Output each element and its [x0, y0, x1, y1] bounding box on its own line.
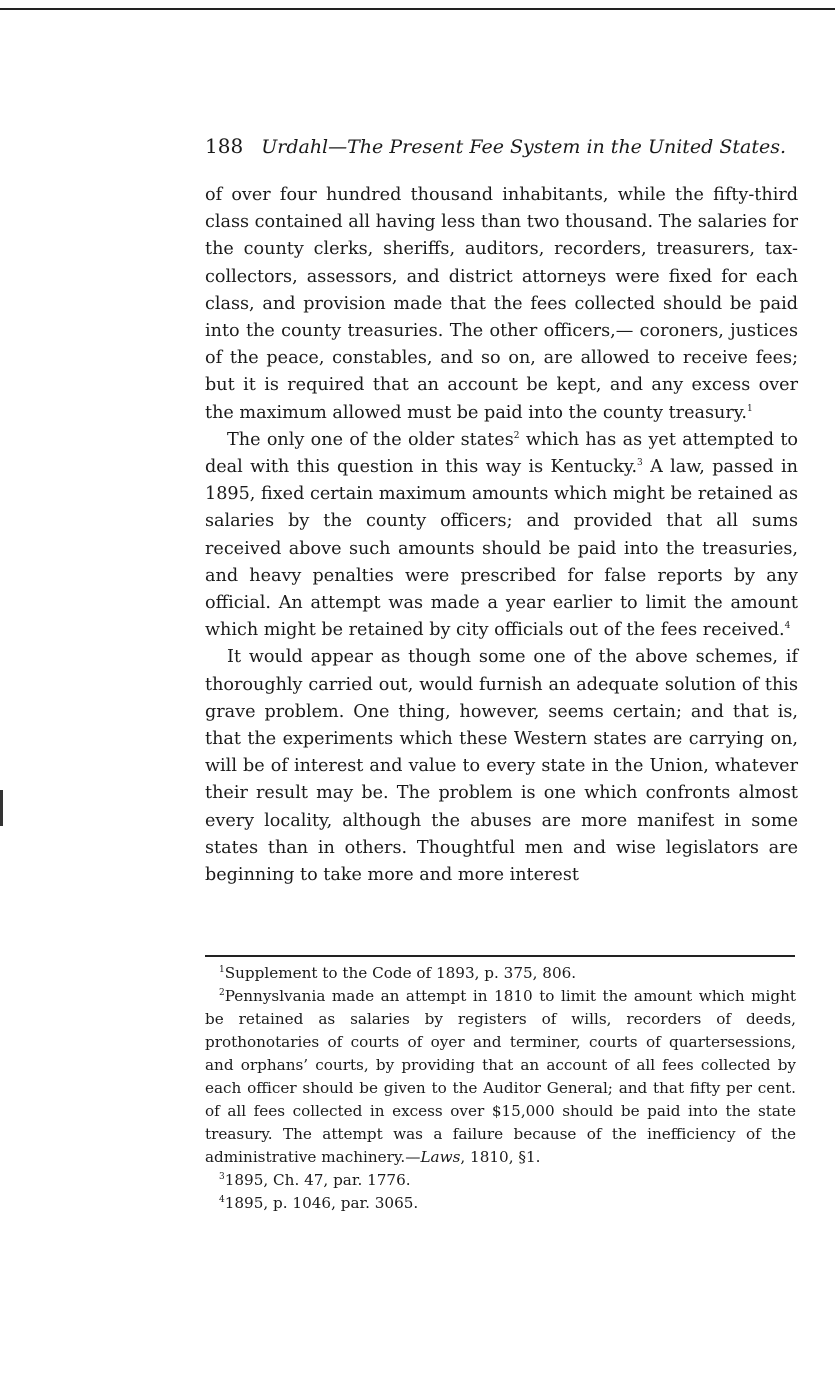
footnotes [205, 962, 796, 1215]
body-text [205, 182, 798, 889]
footnote-4 [205, 1192, 796, 1215]
paragraph-2-text-c: A law, passed in 1895, fixed certain maximum amounts which might be retained as salaries by the county officers; and provided that all sums received above such amounts should be paid into the treasuries, and heavy penalties were prescribed for false reports by any official. An attempt was made a year earlier to limit the amount which might be retained by city officials out of the fees received. [205, 457, 798, 641]
footnote-ref-1: 1 [746, 403, 753, 414]
footnote-text: Supplement to the Code of 1893, p. 375, 806. [224, 964, 577, 982]
paragraph-1-text: of over four hundred thousand inhabitants, while the fifty-third class contained all having less than two thousand. The salaries for the county clerks, sheriffs, auditors, recorders, treasurers, tax-collectors, assessors, and district attorneys were fixed for each class, and provision made that the fees collected should be paid into the county treasuries. The other officers,— coroners, justices of the peace, constables, and so on, are allowed to receive fees; but it is required that an account be kept, and any excess over the maximum allowed must be paid into the county treasury. [205, 185, 798, 423]
footnote-citation: Laws [420, 1148, 461, 1166]
footnote-text: Pennyslvania made an attempt in 1810 to limit the amount which might be retained as salaries by registers of wills, recorders of deeds, prothonotaries of courts of oyer and terminer, courts of quartersessions, and orphans’ courts, by providing that an account of all fees collected by each officer should be given to the Auditor General; and that fifty per cent. of all fees collected in excess over $15,000 should be paid into the state treasury. The attempt was a failure because of the inefficiency of the administrative machinery.— [205, 987, 796, 1166]
paragraph-3-text: It would appear as though some one of the above schemes, if thoroughly carried out, would furnish an adequate solution of this grave problem. One thing, however, seems certain; and that is, that the experiments which these Western states are carrying on, will be of interest and value to every state in the Union, whatever their result may be. The problem is one which confronts almost every locality, although the abuses are more manifest in some states than in others. Thoughtful men and wise legislators are beginning to take more and more interest [205, 647, 798, 886]
footnote-mark: 1 [219, 964, 225, 975]
footnote-citation-end: , 1810, §1. [460, 1148, 541, 1166]
footnote-text: 1895, Ch. 47, par. 1776. [224, 1171, 411, 1189]
paragraph-2-text-a: The only one of the older states [227, 429, 514, 450]
footnote-mark: 2 [219, 987, 225, 998]
running-title: Urdahl—The Present Fee System in the United States. [261, 136, 787, 158]
footnote-ref-2: 2 [513, 430, 520, 441]
paragraph-2-text-b: which has as yet attempted to deal with this question in this way is Kentucky. [205, 429, 798, 478]
footnote-2 [205, 985, 796, 1169]
page-number: 188 [205, 134, 244, 158]
footnote-ref-3: 3 [637, 458, 643, 469]
footnote-text: 1895, p. 1046, par. 3065. [224, 1194, 419, 1212]
paragraph-1 [205, 182, 798, 427]
footnote-mark: 4 [219, 1194, 225, 1205]
footnote-1 [205, 962, 796, 985]
footnote-3 [205, 1169, 796, 1192]
page-header [205, 134, 800, 158]
margin-mark [0, 790, 3, 826]
footnote-ref-4: 4 [784, 621, 791, 632]
paragraph-2 [205, 427, 798, 645]
footnote-rule [205, 955, 795, 957]
footnote-mark: 3 [219, 1171, 225, 1182]
top-rule [0, 8, 835, 10]
paragraph-3 [205, 644, 798, 889]
